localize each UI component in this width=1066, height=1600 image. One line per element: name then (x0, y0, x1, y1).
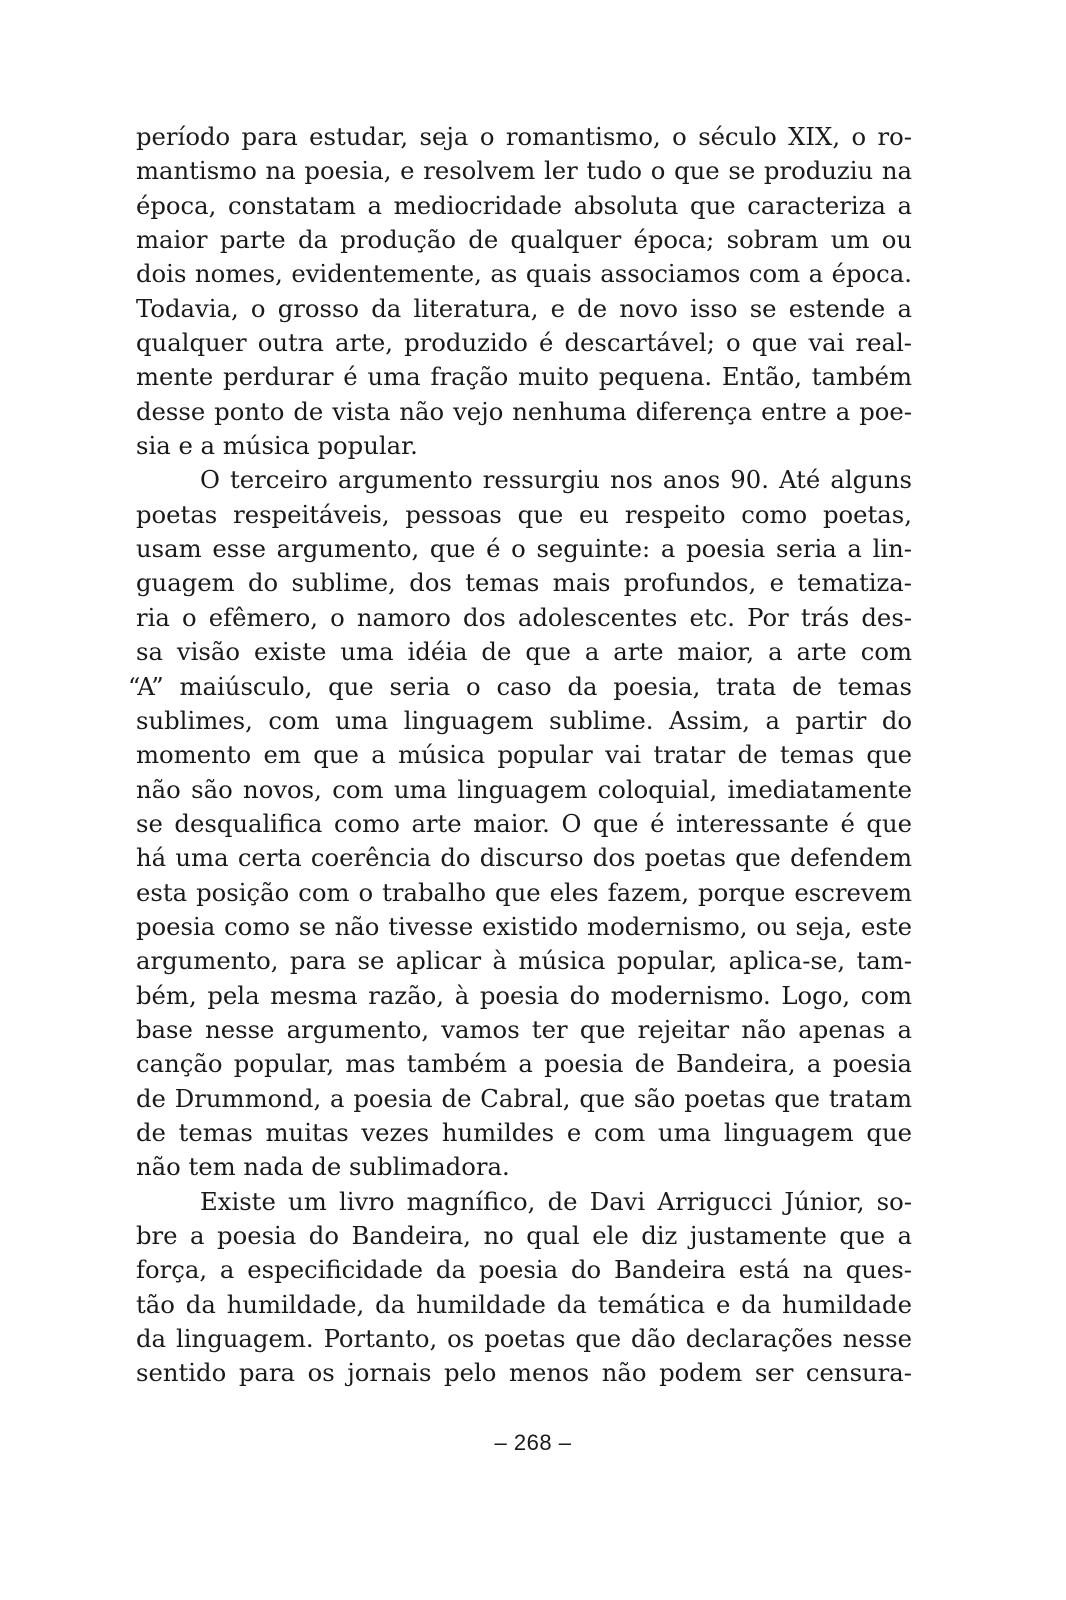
text-line: guagem do sublime, dos temas mais profundos, e tematiza- (136, 568, 912, 598)
text-line: esta posição com o trabalho que eles fazem, porque escrevem (136, 877, 912, 907)
text-line: época, constatam a mediocridade absoluta que caracteriza a (136, 190, 912, 220)
text-line: argumento, para se aplicar à música popular, aplica-se, tam- (136, 946, 912, 976)
text-line: há uma certa coerência do discurso dos poetas que defendem (136, 843, 912, 873)
text-line: sublimes, com uma linguagem sublime. Assim, a partir do (136, 705, 912, 735)
text-line: O terceiro argumento ressurgiu nos anos 90. Até alguns (200, 465, 912, 495)
text-line: da linguagem. Portanto, os poetas que dão declarações nesse (136, 1324, 912, 1354)
text-line: sentido para os jornais pelo menos não podem ser censura- (136, 1358, 912, 1388)
text-line: canção popular, mas também a poesia de Bandeira, a poesia (136, 1049, 912, 1079)
text-line: ria o efêmero, o namoro dos adolescentes etc. Por trás des- (136, 602, 912, 632)
text-line: tão da humildade, da humildade da temática e da humildade (136, 1289, 912, 1319)
text-line: bém, pela mesma razão, à poesia do modernismo. Logo, com (136, 980, 912, 1010)
text-line: Existe um livro magnífico, de Davi Arrigucci Júnior, so- (200, 1186, 912, 1216)
text-line: “A” maiúsculo, que seria o caso da poesia, trata de temas (128, 671, 912, 701)
text-line: não tem nada de sublimadora. (136, 1152, 510, 1182)
text-line: poetas respeitáveis, pessoas que eu respeito como poetas, (136, 499, 912, 529)
paragraph-1 (136, 120, 912, 463)
text-line: usam esse argumento, que é o seguinte: a poesia seria a lin- (136, 534, 912, 564)
text-line: poesia como se não tivesse existido modernismo, ou seja, este (136, 911, 912, 941)
text-line: base nesse argumento, vamos ter que rejeitar não apenas a (136, 1014, 912, 1044)
text-line: sia e a música popular. (136, 431, 418, 461)
text-line: Todavia, o grosso da literatura, e de novo isso se estende a (136, 293, 912, 323)
text-line: se desqualifica como arte maior. O que é interessante é que (136, 808, 912, 838)
body-text (128, 120, 912, 1391)
text-line: mente perdurar é uma fração muito pequena. Então, também (136, 362, 912, 392)
text-line: mantismo na poesia, e resolvem ler tudo o que se produziu na (136, 156, 912, 186)
page-number: – 268 – (494, 1430, 572, 1455)
text-line: maior parte da produção de qualquer época; sobram um ou (136, 225, 912, 255)
paragraph-3 (136, 1185, 912, 1391)
text-line: desse ponto de vista não vejo nenhuma diferença entre a poe- (136, 396, 912, 426)
text-line: qualquer outra arte, produzido é descartável; o que vai real- (136, 328, 912, 358)
text-line: sa visão existe uma idéia de que a arte maior, a arte com (136, 637, 912, 667)
text-line: dois nomes, evidentemente, as quais associamos com a época. (136, 259, 912, 289)
text-line: período para estudar, seja o romantismo, o século XIX, o ro- (136, 122, 912, 151)
text-line: bre a poesia do Bandeira, no qual ele diz justamente que a (136, 1221, 912, 1250)
text-line: de temas muitas vezes humildes e com uma linguagem que (136, 1117, 912, 1147)
text-line: de Drummond, a poesia de Cabral, que são poetas que tratam (136, 1083, 912, 1113)
paragraph-2 (128, 463, 912, 1184)
text-line: momento em que a música popular vai tratar de temas que (136, 740, 912, 770)
text-line: força, a especificidade da poesia do Bandeira está na ques- (136, 1255, 912, 1285)
text-line: não são novos, com uma linguagem coloquial, imediatamente (136, 774, 912, 804)
